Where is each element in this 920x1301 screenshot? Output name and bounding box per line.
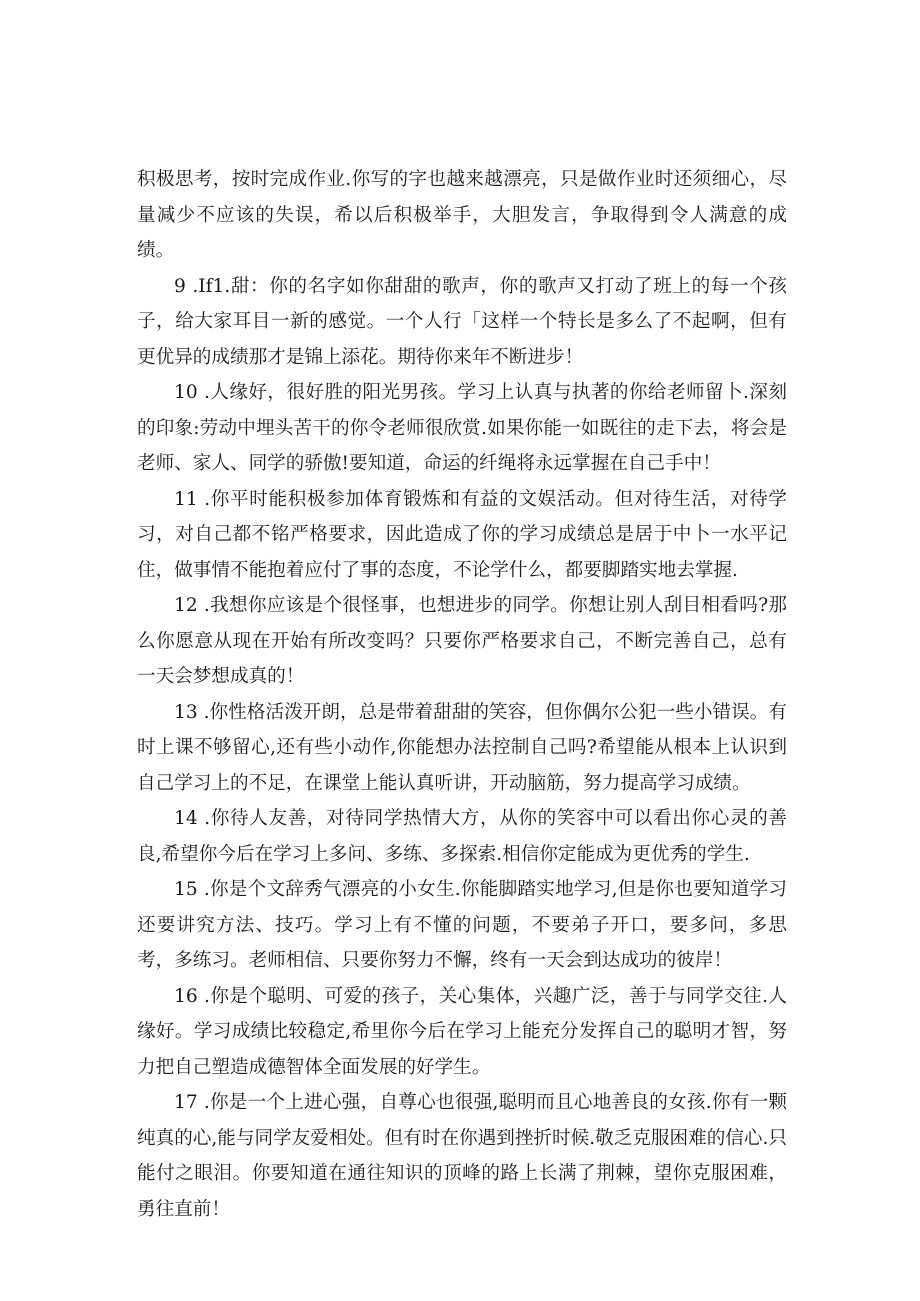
paragraph-17	[137, 1085, 787, 1227]
paragraph-15	[137, 872, 787, 979]
paragraph-text: .你是个文辞秀气漂亮的小女生.你能脚踏实地学习,但是你也要知道学习还要讲究方法、技巧。学习上有不懂的问题，不要弟子开口，要多问，多思考，多练习。老师相信、只要你努力不懈，终有一天会到达成功的彼岸！	[137, 879, 787, 971]
paragraph-12	[137, 588, 787, 695]
paragraph-number: 15	[174, 879, 204, 900]
document-body	[137, 162, 787, 1227]
paragraph-number: 13	[174, 701, 204, 723]
paragraph-text: .你平时能积极参加体育锻炼和有益的文娱活动。但对待生活，对待学习，对自己都不铭严格要求，因此造成了你的学习成绩总是居于中卜一水平记住，做事情不能抱着应付了事的态度，不论学什么，都要脚踏实地去掌握.	[137, 488, 787, 581]
paragraph-number: 10	[174, 382, 205, 403]
paragraph-9	[137, 269, 787, 376]
paragraph-number: 14	[174, 808, 205, 829]
paragraph-text: .If1.甜：你的名字如你甜甜的歌声，你的歌声又打动了班上的每一个孩子，给大家耳目一新的感觉。一个人行「这样一个特长是多么了不起啊，但有更优异的成绩那才是锦上添花。期待你来年不断进步！	[137, 275, 787, 368]
paragraph-text: .你是一个上进心强，自尊心也很强,聪明而且心地善良的女孩.你有一颗纯真的心,能与同学友爱相处。但有时在你遇到挫折时候.敬乏克服困难的信心.只能付之眼泪。你要知道在通往知识的顶峰的路上长满了荆棘，望你克服困难，勇往直前！	[137, 1092, 787, 1220]
paragraph-number: 17	[174, 1092, 204, 1113]
paragraph-number: 16	[174, 985, 205, 1007]
paragraph-text: 积极思考，按时完成作业.你写的字也越来越漂亮，只是做作业时还须细心，尽量减少不应该的失误，希以后积极举手，大胆发言，争取得到令人满意的成绩。	[137, 169, 787, 261]
paragraph-text: .我想你应该是个很怪事，也想进步的同学。你想让别人刮目相看吗?那么你愿意从现在开始有所改变吗？只要你严格要求自己，不断完善自己，总有一天会梦想成真的！	[137, 595, 787, 687]
paragraph-number: 11	[174, 488, 205, 510]
paragraph-13	[137, 695, 787, 802]
paragraph-number: 12	[174, 595, 204, 616]
paragraph-10	[137, 375, 787, 482]
paragraph-text: .你性格活泼开朗，总是带着甜甜的笑容，但你偶尔公犯一些小错误。有时上课不够留心,还有些小动作,你能想办法控制自己吗?希望能从根本上认识到自己学习上的不足，在课堂上能认真听讲，开动脑筋，努力提高学习成绩。	[137, 701, 787, 794]
paragraph-continuation	[137, 162, 787, 269]
paragraph-14	[137, 801, 787, 872]
paragraph-text: .你是个聪明、可爱的孩子，关心集体，兴趣广泛，善于与同学交往.人缘好。学习成绩比较稳定,希里你今后在学习上能充分发挥自己的聪明才智，努力把自己塑造成德智体全面发展的好学生。	[137, 985, 788, 1078]
paragraph-16	[137, 979, 787, 1086]
paragraph-text: .你待人友善，对待同学热情大方，从你的笑容中可以看出你心灵的善良,希望你今后在学习上多问、多练、多探索.相信你定能成为更优秀的学生.	[137, 808, 787, 865]
paragraph-11	[137, 482, 787, 589]
paragraph-text: .人缘好，很好胜的阳光男孩。学习上认真与执著的你给老师留卜.深刻的印象:劳动中埋头苦干的你令老师很欣赏.如果你能一如既往的走下去，将会是老师、家人、同学的骄傲!要知道，命运的纤绳将永远掌握在自己手中！	[137, 382, 788, 474]
paragraph-number: 9	[174, 275, 193, 297]
